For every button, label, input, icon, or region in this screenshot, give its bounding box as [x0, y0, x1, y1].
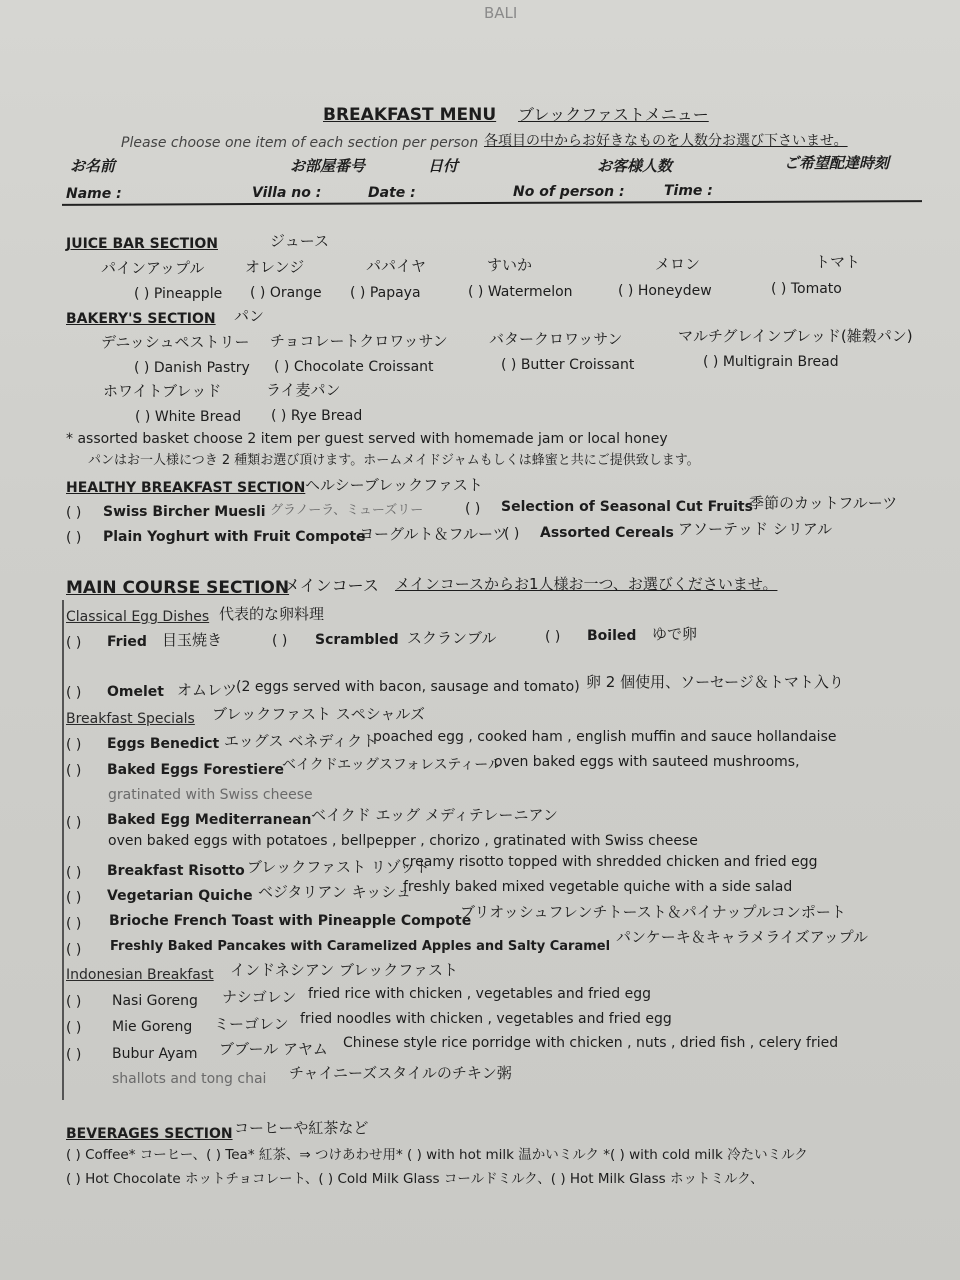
omelet-checkbox[interactable]: ( ): [66, 685, 82, 701]
benedict-label-jp: エッグス ベネディクト: [224, 732, 378, 750]
bakery-danish-jp: デニッシュペストリー: [101, 333, 250, 351]
beverages-row-1[interactable]: ( ) Coffee* コーヒー、( ) Tea* 紅茶、⇒ つけあわせ用* ( ) with hot milk 温かいミルク *( ) with cold milk 冷たいミルク: [66, 1147, 808, 1163]
muesli-checkbox[interactable]: ( ): [66, 505, 82, 521]
healthy-section-title-jp: ヘルシーブレックファスト: [305, 476, 483, 494]
bakery-multigrain-jp: マルチグレインブレッド(雑穀パン): [678, 327, 913, 345]
bakery-multigrain-option[interactable]: ( ) Multigrain Bread: [703, 354, 839, 370]
instruction: Please choose one item of each section per person: [121, 135, 479, 151]
quiche-label: Vegetarian Quiche: [107, 888, 253, 904]
juice-watermelon-jp: すいか: [487, 256, 533, 274]
fruits-label: Selection of Seasonal Cut Fruits: [501, 499, 753, 515]
nasi-goreng-label: Nasi Goreng: [112, 993, 198, 1009]
mie-goreng-label-jp: ミーゴレン: [214, 1015, 289, 1033]
pancakes-label: Freshly Baked Pancakes with Caramelized Apples and Salty Caramel: [110, 939, 611, 954]
bakery-note-jp: パンはお一人様につき 2 種類お選び頂けます。ホームメイドジャムもしくは蜂蜜と共にご提供致します。: [88, 453, 700, 468]
french-toast-checkbox[interactable]: ( ): [66, 916, 82, 932]
date-label-jp: 日付: [428, 157, 459, 175]
quiche-checkbox[interactable]: ( ): [66, 890, 82, 906]
juice-papaya-jp: パパイヤ: [366, 257, 427, 275]
indonesian-title-jp: インドネシアン ブレックファスト: [230, 961, 458, 979]
benedict-label: Eggs Benedict: [107, 736, 220, 752]
header-divider: [62, 200, 922, 206]
juice-watermelon-option[interactable]: ( ) Watermelon: [468, 284, 573, 300]
juice-section-title-jp: ジュース: [270, 232, 329, 250]
menu-title-jp: ブレックファストメニュー: [518, 105, 709, 124]
persons-label-jp: お客様人数: [597, 157, 673, 175]
pancakes-label-jp: パンケーキ＆キャラメライズアップル: [616, 928, 869, 946]
muesli-label: Swiss Bircher Muesli: [103, 504, 266, 520]
fried-label: Fried: [107, 634, 147, 650]
fruits-label-jp: 季節のカットフルーツ: [749, 494, 898, 512]
name-label-jp: お名前: [70, 157, 116, 175]
mediterranean-checkbox[interactable]: ( ): [66, 815, 82, 831]
omelet-desc-jp: 卵 2 個使用、ソーセージ＆トマト入り: [586, 673, 844, 691]
bakery-choc-croissant-option[interactable]: ( ) Chocolate Croissant: [274, 359, 434, 375]
fruits-checkbox[interactable]: ( ): [465, 501, 481, 517]
yoghurt-checkbox[interactable]: ( ): [66, 530, 82, 546]
boiled-checkbox[interactable]: ( ): [545, 629, 561, 645]
bubur-ayam-label-jp: ブブール アヤム: [219, 1040, 328, 1058]
bakery-choc-croissant-jp: チョコレートクロワッサン: [270, 332, 448, 350]
menu-title: BREAKFAST MENU: [323, 105, 497, 125]
french-toast-label-jp: ブリオッシュフレンチトースト＆パイナップルコンポート: [460, 903, 846, 921]
bakery-white-option[interactable]: ( ) White Bread: [135, 409, 242, 425]
risotto-label-jp: ブレックファスト リゾット: [247, 858, 430, 876]
omelet-label: Omelet: [107, 684, 164, 700]
scrambled-checkbox[interactable]: ( ): [272, 633, 288, 649]
bubur-ayam-desc-jp: チャイニーズスタイルのチキン粥: [289, 1064, 512, 1082]
benedict-checkbox[interactable]: ( ): [66, 737, 82, 753]
beverages-section-title-jp: コーヒーや紅茶など: [234, 1119, 369, 1137]
juice-tomato-jp: トマト: [815, 253, 861, 271]
specials-title: Breakfast Specials: [66, 711, 195, 727]
bubur-ayam-desc: Chinese style rice porridge with chicken , nuts , dried fish , celery fried: [343, 1035, 839, 1051]
mediterranean-desc: oven baked eggs with potatoes , bellpepper , chorizo , gratinated with Swiss cheese: [108, 833, 698, 849]
juice-section-title: JUICE BAR SECTION: [66, 236, 218, 252]
juice-tomato-option[interactable]: ( ) Tomato: [771, 281, 842, 297]
quiche-label-jp: ベジタリアン キッシュ: [258, 883, 411, 901]
mediterranean-label-jp: ベイクド エッグ メディテレーニアン: [311, 806, 558, 824]
instruction-jp: 各項目の中からお好きなものを人数分お選び下さいませ。: [484, 133, 848, 149]
juice-orange-jp: オレンジ: [245, 258, 305, 276]
juice-honeydew-option[interactable]: ( ) Honeydew: [618, 283, 712, 299]
villa-field-label: Villa no :: [252, 185, 322, 201]
fried-label-jp: 目玉焼き: [162, 631, 223, 649]
boiled-label-jp: ゆで卵: [652, 625, 698, 643]
beverages-row-2[interactable]: ( ) Hot Chocolate ホットチョコレート、( ) Cold Milk Glass コールドミルク、( ) Hot Milk Glass ホットミルク、: [66, 1171, 764, 1187]
scrambled-label: Scrambled: [315, 632, 399, 648]
date-field-label: Date :: [368, 185, 416, 201]
juice-orange-option[interactable]: ( ) Orange: [250, 285, 322, 301]
forestiere-desc: oven baked eggs with sauteed mushrooms,: [494, 754, 800, 770]
bakery-section-title-jp: パン: [234, 307, 265, 325]
cereals-checkbox[interactable]: ( ): [504, 526, 520, 542]
villa-label-jp: お部屋番号: [290, 157, 366, 175]
bakery-butter-croissant-option[interactable]: ( ) Butter Croissant: [501, 357, 635, 373]
beverages-section-title: BEVERAGES SECTION: [66, 1126, 233, 1142]
bakery-section-title: BAKERY'S SECTION: [66, 311, 216, 327]
juice-honeydew-jp: メロン: [655, 255, 701, 273]
bakery-butter-croissant-jp: バタークロワッサン: [489, 330, 623, 348]
healthy-section-title: HEALTHY BREAKFAST SECTION: [66, 480, 306, 496]
nasi-goreng-label-jp: ナシゴレン: [222, 988, 297, 1006]
egg-dishes-title-jp: 代表的な卵料理: [219, 605, 325, 623]
cereals-label: Assorted Cereals: [540, 525, 674, 541]
main-section-title: MAIN COURSE SECTION: [66, 578, 290, 598]
bubur-ayam-checkbox[interactable]: ( ): [66, 1047, 82, 1063]
mediterranean-label: Baked Egg Mediterranean: [107, 812, 312, 828]
mie-goreng-checkbox[interactable]: ( ): [66, 1020, 82, 1036]
quiche-desc: freshly baked mixed vegetable quiche with a side salad: [403, 879, 793, 895]
bakery-danish-option[interactable]: ( ) Danish Pastry: [134, 360, 250, 376]
bakery-rye-option[interactable]: ( ) Rye Bread: [271, 408, 363, 424]
risotto-desc: creamy risotto topped with shredded chicken and fried egg: [402, 854, 818, 870]
main-section-note-jp: メインコースからお1人様お一つ、お選びくださいませ。: [395, 575, 778, 593]
persons-field-label: No of person :: [513, 184, 625, 200]
cereals-label-jp: アソーテッド シリアル: [678, 520, 833, 538]
scrambled-label-jp: スクランブル: [407, 629, 497, 647]
time-label-jp: ご希望配達時刻: [784, 154, 890, 172]
name-field-label: Name :: [66, 186, 122, 202]
mie-goreng-label: Mie Goreng: [112, 1019, 193, 1035]
forestiere-desc-2: gratinated with Swiss cheese: [108, 787, 313, 803]
french-toast-label: Brioche French Toast with Pineapple Compote: [109, 913, 472, 929]
yoghurt-label-jp: ヨーグルト＆フルーツ: [359, 525, 508, 543]
location-label: BALI: [484, 4, 518, 22]
nasi-goreng-desc: fried rice with chicken , vegetables and fried egg: [308, 986, 651, 1002]
risotto-checkbox[interactable]: ( ): [66, 865, 82, 881]
omelet-label-jp: オムレツ: [177, 681, 238, 699]
specials-title-jp: ブレックファスト スペシャルズ: [212, 705, 425, 723]
pancakes-checkbox[interactable]: ( ): [66, 942, 82, 958]
bakery-rye-jp: ライ麦パン: [266, 381, 341, 399]
forestiere-label-jp: ベイクドエッグスフォレスティール: [282, 757, 502, 773]
risotto-label: Breakfast Risotto: [107, 863, 245, 879]
benedict-desc: poached egg , cooked ham , english muffin and sauce hollandaise: [373, 729, 837, 745]
bubur-ayam-label: Bubur Ayam: [112, 1046, 198, 1062]
main-margin-line: [62, 600, 64, 1100]
juice-pineapple-option[interactable]: ( ) Pineapple: [134, 286, 223, 302]
forestiere-label: Baked Eggs Forestiere: [107, 762, 284, 778]
egg-dishes-title: Classical Egg Dishes: [66, 609, 210, 625]
boiled-label: Boiled: [587, 628, 637, 644]
fried-checkbox[interactable]: ( ): [66, 635, 82, 651]
juice-papaya-option[interactable]: ( ) Papaya: [350, 285, 421, 301]
bakery-note: * assorted basket choose 2 item per guest served with homemade jam or local honey: [66, 431, 668, 447]
main-section-title-jp: メインコース: [284, 576, 379, 595]
time-field-label: Time :: [664, 183, 713, 199]
indonesian-title: Indonesian Breakfast: [66, 967, 214, 983]
yoghurt-label: Plain Yoghurt with Fruit Compote: [103, 529, 366, 545]
muesli-label-jp: グラノーラ、ミューズリー: [270, 503, 424, 518]
mie-goreng-desc: fried noodles with chicken , vegetables and fried egg: [300, 1011, 672, 1027]
bubur-ayam-desc-2: shallots and tong chai: [112, 1071, 267, 1087]
omelet-desc: (2 eggs served with bacon, sausage and tomato): [236, 679, 580, 695]
forestiere-checkbox[interactable]: ( ): [66, 763, 82, 779]
juice-pineapple-jp: パインアップル: [101, 259, 205, 277]
nasi-goreng-checkbox[interactable]: ( ): [66, 994, 82, 1010]
bakery-white-jp: ホワイトブレッド: [103, 382, 222, 400]
